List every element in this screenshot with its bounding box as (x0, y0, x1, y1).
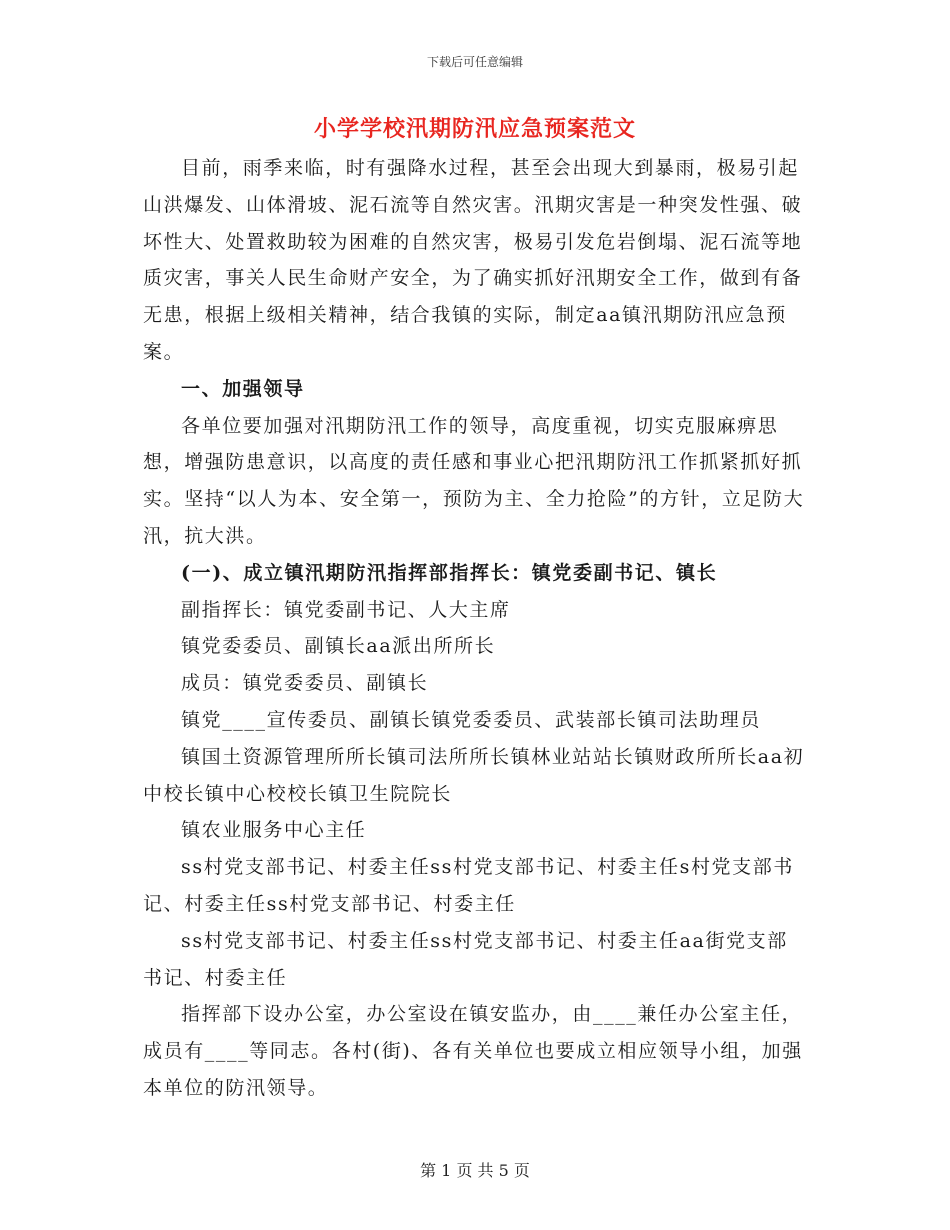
member-line: 镇国土资源管理所所长镇司法所所长镇林业站站长镇财政所所长aa初中校长镇中心校校长镇卫生院院长 (143, 745, 805, 805)
member-line: 镇党____宣传委员、副镇长镇党委委员、武装部长镇司法助理员 (181, 708, 762, 731)
subsection-heading-1: (一)、成立镇汛期防汛指挥部指挥长：镇党委副书记、镇长 (181, 561, 718, 584)
member-line: 镇党委委员、副镇长aa派出所所长 (181, 635, 496, 658)
member-line: 副指挥长：镇党委副书记、人大主席 (181, 598, 511, 621)
page-header: 下载后可任意编辑 (426, 55, 523, 69)
member-line: ss村党支部书记、村委主任ss村党支部书记、村委主任aa街党支部书记、村委主任 (143, 929, 788, 989)
intro-paragraph: 目前，雨季来临，时有强降水过程，甚至会出现大到暴雨，极易引起山洪爆发、山体滑坡、泥石流等自然灾害。汛期灾害是一种突发性强、破坏性大、处置救助较为困难的自然灾害，极易引发危岩倒塌、泥石流等地质灾害，事关人民生命财产安全，为了确实抓好汛期安全工作，做到有备无患，根据上级相关精神，结合我镇的实际，制定aa镇汛期防汛应急预案。 (143, 157, 803, 363)
section-paragraph: 各单位要加强对汛期防汛工作的领导，高度重视，切实克服麻痹思想，增强防患意识，以高度的责任感和事业心把汛期防汛工作抓紧抓好抓实。坚持“以人为本、安全第一，预防为主、全力抢险”的方针，立足防大汛，抗大洪。 (143, 414, 805, 547)
member-line: ss村党支部书记、村委主任ss村党支部书记、村委主任s村党支部书记、村委主任ss村党支部书记、村委主任 (143, 856, 794, 915)
document-body (143, 150, 808, 1107)
page-footer: 第 1 页 共 5 页 (420, 1161, 530, 1180)
section-heading-1: 一、加强领导 (181, 377, 305, 400)
member-line: 镇农业服务中心主任 (181, 819, 367, 842)
member-line: 成员：镇党委委员、副镇长 (181, 672, 429, 695)
document-title: 小学学校汛期防汛应急预案范文 (313, 116, 636, 142)
office-paragraph: 指挥部下设办公室，办公室设在镇安监办，由____兼任办公室主任，成员有____等同志。各村(街)、各有关单位也要成立相应领导小组，加强本单位的防汛领导。 (143, 1003, 803, 1099)
